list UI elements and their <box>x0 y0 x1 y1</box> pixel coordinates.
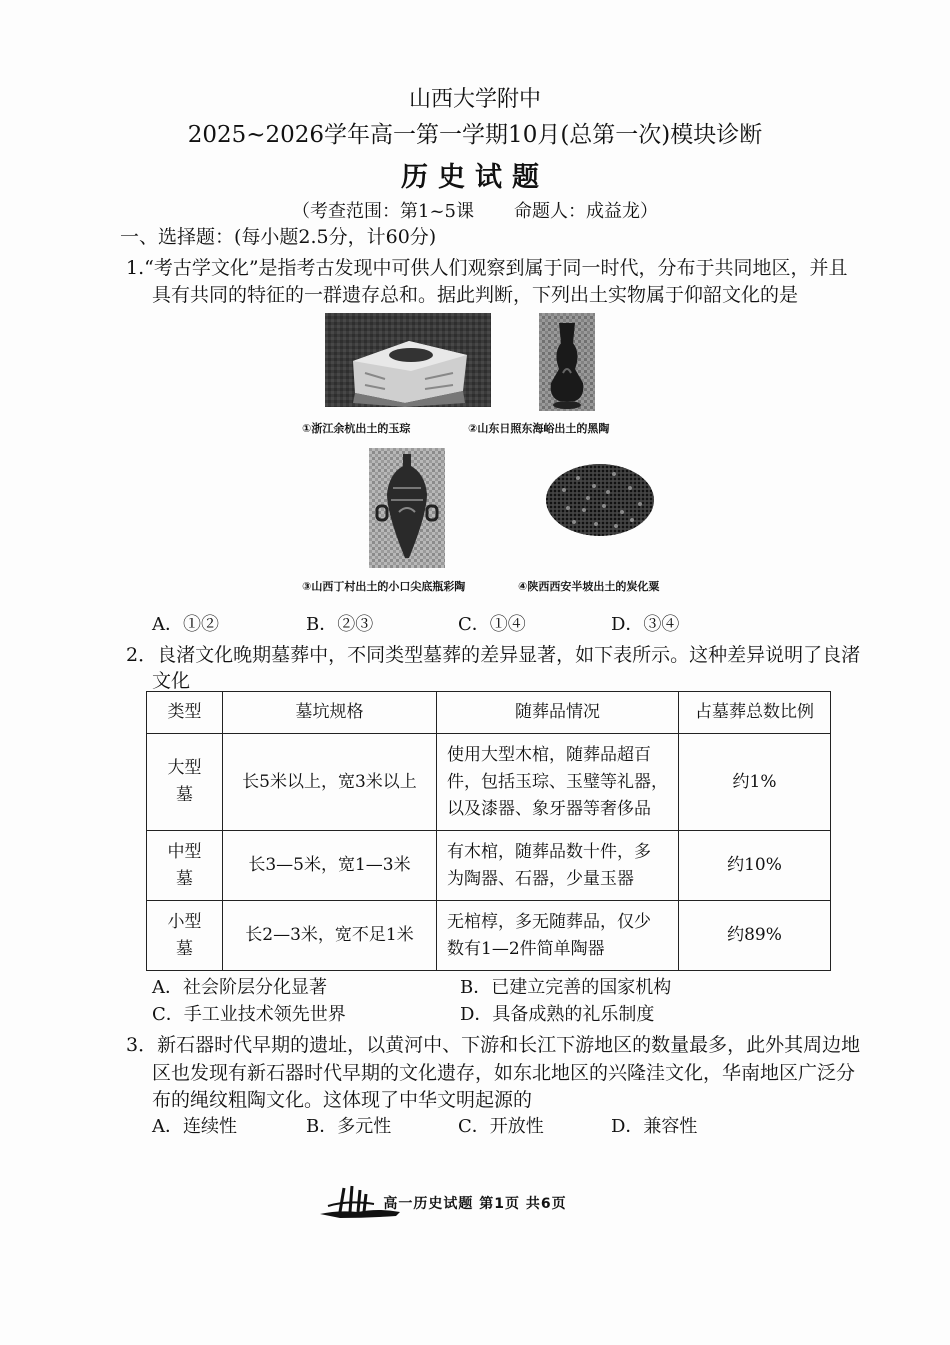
q1-option-b[interactable]: B．②③ <box>306 614 374 635</box>
type-line: 中型 <box>167 841 202 862</box>
goods-line: 无棺椁，多无随葬品，仅少 <box>447 911 651 932</box>
burial-table <box>146 691 831 971</box>
type-line: 墓 <box>176 938 193 959</box>
scope-text: （考查范围：第1~5课 <box>292 201 474 222</box>
q2-option-d[interactable]: D．具备成熟的礼乐制度 <box>460 1004 655 1025</box>
goods-line: 使用大型木棺，随葬品超百 <box>447 744 651 765</box>
size-cell: 长3—5米，宽1—3米 <box>223 831 437 901</box>
type-line: 墓 <box>176 785 193 805</box>
table-header-cell: 占墓葬总数比例 <box>679 692 831 734</box>
q1-caption-2: ②山东日照东海峪出土的黑陶 <box>468 422 610 435</box>
type-line: 小型 <box>167 911 202 932</box>
subject-title: 历史试题 <box>401 162 549 193</box>
type-cell <box>147 734 223 831</box>
q1-stem-line1: 1.“考古学文化”是指考古发现中可供人们观察到属于同一时代，分布于共同地区，并且 <box>126 257 848 279</box>
table-header-row <box>147 692 831 734</box>
black-pottery-photo <box>539 313 595 411</box>
q1-option-d[interactable]: D．③④ <box>611 614 680 635</box>
goods-cell <box>437 734 679 831</box>
q1-option-c[interactable]: C．①④ <box>458 614 526 635</box>
exam-title: 2025~2026学年高一第一学期10月(总第一次)模块诊断 <box>187 122 763 148</box>
size-cell: 长5米以上，宽3米以上 <box>223 734 437 831</box>
q2-option-b[interactable]: B．已建立完善的国家机构 <box>460 977 672 998</box>
q3-option-d[interactable]: D．兼容性 <box>611 1116 698 1137</box>
goods-line: 以及漆器、象牙器等奢侈品 <box>447 798 651 819</box>
author-text: 命题人：成益龙） <box>514 201 658 222</box>
q3-option-b[interactable]: B．多元性 <box>306 1116 392 1137</box>
goods-line: 为陶器、石器，少量玉器 <box>447 868 634 889</box>
section-title: 一、选择题：(每小题2.5分，计60分) <box>120 226 437 248</box>
q2-stem-line2: 文化 <box>152 670 191 692</box>
q3-stem-line2: 区也发现有新石器时代早期的文化遗存，如东北地区的兴隆洼文化，华南地区广泛分 <box>152 1062 856 1084</box>
goods-line: 有木棺，随葬品数十件，多 <box>447 841 651 862</box>
table-row <box>147 831 831 901</box>
ratio-cell: 约1% <box>679 734 831 831</box>
carbonized-millet-photo <box>544 460 656 538</box>
table-row <box>147 734 831 831</box>
page-footer: 高一历史试题 第1页 共6页 <box>383 1196 567 1212</box>
size-cell: 长2—3米，宽不足1米 <box>223 901 437 971</box>
goods-cell <box>437 831 679 901</box>
ratio-cell: 约89% <box>679 901 831 971</box>
q3-stem-line3: 布的绳纹粗陶文化。这体现了中华文明起源的 <box>152 1089 533 1111</box>
q1-caption-4: ④陕西西安半坡出土的炭化粟 <box>518 580 660 593</box>
exam-scope <box>0 197 950 223</box>
table-header-cell: 随葬品情况 <box>437 692 679 734</box>
type-cell <box>147 831 223 901</box>
jade-cong-photo <box>325 313 491 407</box>
type-line: 大型 <box>167 758 202 778</box>
q1-caption-3: ③山西丁村出土的小口尖底瓶彩陶 <box>302 580 466 593</box>
table-header-cell: 类型 <box>147 692 223 734</box>
school-name: 山西大学附中 <box>408 87 541 112</box>
ratio-cell: 约10% <box>679 831 831 901</box>
goods-line: 件，包括玉琮、玉璧等礼器， <box>447 771 668 792</box>
q3-option-a[interactable]: A．连续性 <box>152 1116 237 1137</box>
goods-cell <box>437 901 679 971</box>
goods-line: 数有1—2件简单陶器 <box>447 938 605 959</box>
q2-option-c[interactable]: C．手工业技术领先世界 <box>152 1004 346 1025</box>
type-cell <box>147 901 223 971</box>
q1-stem-line2: 具有共同的特征的一群遗存总和。据此判断，下列出土实物属于仰韶文化的是 <box>152 284 799 306</box>
q3-stem-line1: 3．新石器时代早期的遗址，以黄河中、下游和长江下游地区的数量最多，此外其周边地 <box>126 1034 861 1056</box>
q1-option-a[interactable]: A．①② <box>152 614 219 635</box>
q2-option-a[interactable]: A．社会阶层分化显著 <box>152 977 327 998</box>
table-row <box>147 901 831 971</box>
table-header-cell: 墓坑规格 <box>223 692 437 734</box>
type-line: 墓 <box>176 868 193 889</box>
q2-stem-line1: 2．良渚文化晚期墓葬中，不同类型墓葬的差异显著，如下表所示。这种差异说明了良渚 <box>126 644 861 666</box>
pointed-bottle-photo <box>369 448 445 568</box>
q1-caption-1: ①浙江余杭出土的玉琮 <box>302 422 411 435</box>
q3-option-c[interactable]: C．开放性 <box>458 1116 544 1137</box>
